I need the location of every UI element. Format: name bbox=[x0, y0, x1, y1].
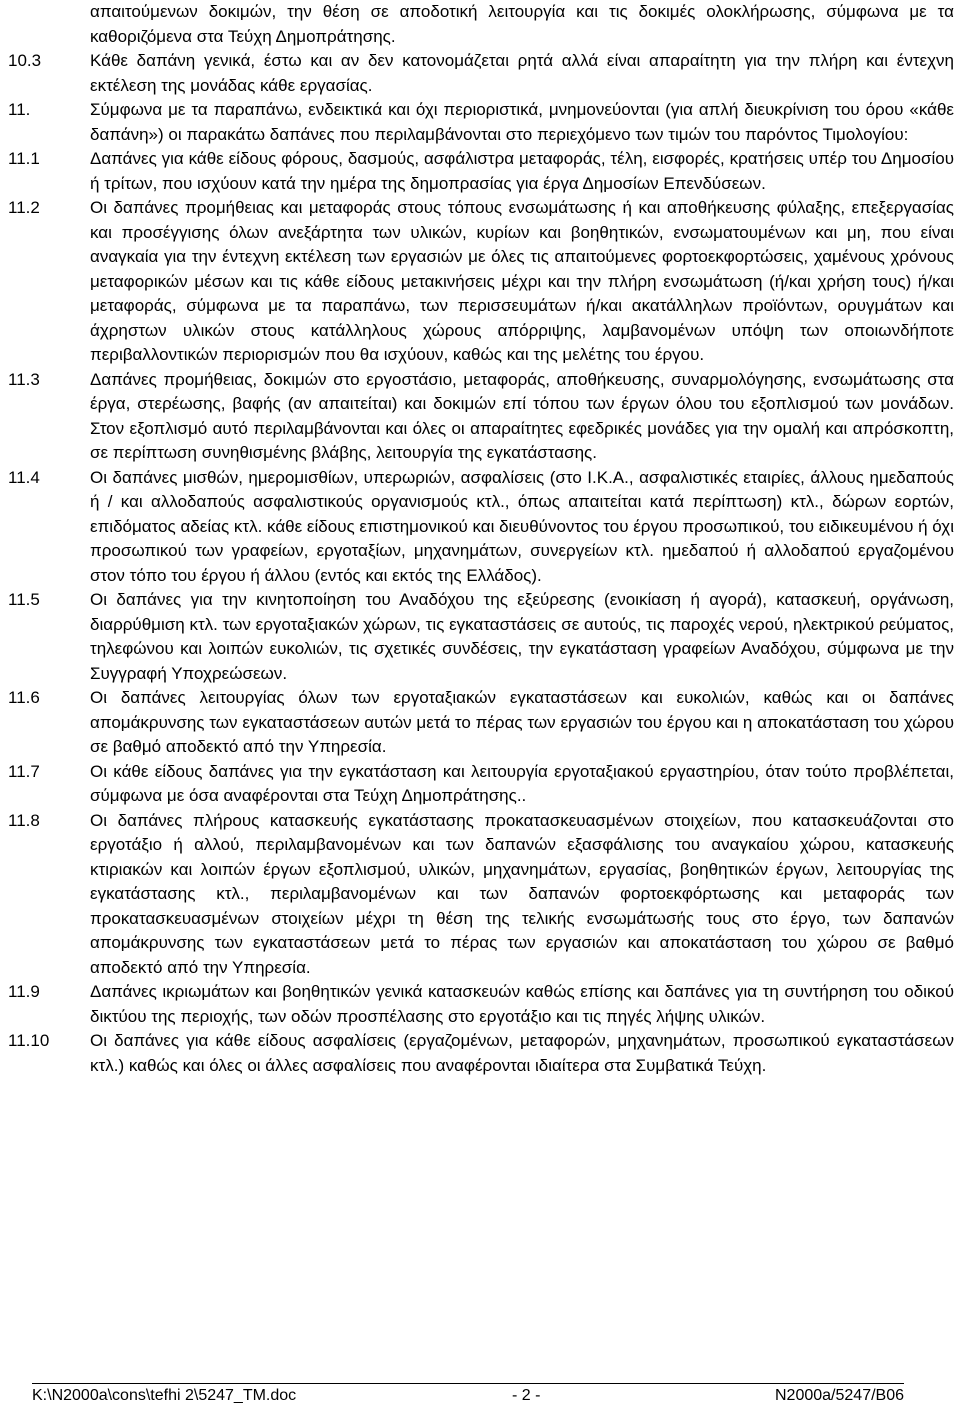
paragraph-continued bbox=[8, 0, 954, 49]
paragraph-11-6 bbox=[8, 686, 954, 760]
paragraph-text: Δαπάνες προμήθειας, δοκιμών στο εργοστάσιο, μεταφοράς, αποθήκευσης, συναρμολόγησης, ενσωμάτωσης στα έργα, στερέωσης, βαφής (αν απαιτείται) και δοκιμών επί τόπου των έργων όλου του εξοπλισμού των μονάδων. Στον εξοπλισμό αυτό περιλαμβάνονται και όλες οι απαραίτητες εφεδρικές μονάδες για την ομαλή και απρόσκοπτη, σε περίπτωση συνηθισμένης βλάβης, λειτουργία της εγκατάστασης. bbox=[90, 369, 954, 462]
paragraph-number: 11.4 bbox=[8, 467, 40, 487]
paragraph-11-2 bbox=[8, 196, 954, 368]
footer-divider bbox=[32, 1383, 904, 1384]
paragraph-number: 10.3 bbox=[8, 51, 42, 70]
paragraph-11-9 bbox=[8, 980, 954, 1029]
paragraph-11-5 bbox=[8, 588, 954, 686]
paragraph-11-3 bbox=[8, 368, 954, 466]
document-body bbox=[8, 0, 954, 1078]
paragraph-text: Οι κάθε είδους δαπάνες για την εγκατάσταση και λειτουργία εργοταξιακού εργαστηρίου, όταν τούτο προβλέπεται, σύμφωνα με όσα αναφέρονται στα Τεύχη Δημοπράτησης.. bbox=[90, 761, 954, 805]
paragraph-number: 11.7 bbox=[8, 761, 40, 781]
paragraph-11-10 bbox=[8, 1029, 954, 1078]
paragraph-text: Οι δαπάνες προμήθειας και μεταφοράς στους τόπους ενσωμάτωσης ή και αποθήκευσης φύλαξης, επεξεργασίας και προσέγγισης όλων ανεξάρτητα των υλικών, κυρίων και βοηθητικών, ενσωματουμένων και μη, που είναι αναγκαία για την έντεχνη εκτέλεση των εργασιών με όλες τις απαιτούμενες φορτοεκφορτώσεις, χαμένους χρόνους μεταφορικών μέσων και τις κάθε είδους μετακινήσεις μέχρι και την πλήρη ενσωμάτωση (ή/και χρήση τους) ή/και μεταφοράς, σύμφωνα με τα παραπάνω, των περισσευμάτων ή/και ακατάλληλων προϊόντων, ορυγμάτων και άχρηστων υλικών στους κατάλληλους χώρους απόρριψης, λαμβανομένων υπόψη των οποιωνδήποτε περιβαλλοντικών περιορισμών που θα ισχύουν, καθώς και της μελέτης του έργου. bbox=[90, 198, 954, 364]
paragraph-11-7 bbox=[8, 760, 954, 809]
paragraph-text: Σύμφωνα με τα παραπάνω, ενδεικτικά και όχι περιοριστικά, μνημονεύονται (για απλή διευκρίνιση του όρου «κάθε δαπάνη») οι παρακάτω δαπάνες που περιλαμβάνονται στο περιεχόμενο των τιμών του παρόντος Τιμολογίου: bbox=[90, 100, 954, 144]
paragraph-text: Οι δαπάνες μισθών, ημερομισθίων, υπερωριών, ασφαλίσεις (στο Ι.Κ.Α., ασφαλιστικές εταιρίες, άλλους ημεδαπούς ή / και αλλοδαπούς ασφαλιστικούς οργανισμούς κτλ., όπως απαιτείται κατά περίπτωση) κτλ., δώρων εορτών, επιδόματος αδείας κτλ. κάθε είδους επιστημονικού και διευθύνοντος του έργου προσωπικού, του ειδικευμένου ή όχι προσωπικού των γραφείων, εργοταξίων, μηχανημάτων, συνεργείων κτλ. ημεδαπού ή αλλοδαπού εργαζομένου στον τόπο του έργου ή άλλου (εντός και εκτός της Ελλάδος). bbox=[90, 467, 954, 585]
paragraph-number: 11.6 bbox=[8, 688, 40, 707]
paragraph-number: 11.1 bbox=[8, 149, 40, 168]
paragraph-text: Δαπάνες ικριωμάτων και βοηθητικών γενικά κατασκευών καθώς επίσης και δαπάνες για τη συντήρηση του οδικού δικτύου της περιοχής, των οδών προσπέλασης στο εργοτάξιο και τις πηγές λήψης υλικών. bbox=[90, 982, 954, 1026]
paragraph-number: 11. bbox=[8, 100, 31, 119]
paragraph-text: Οι δαπάνες λειτουργίας όλων των εργοταξιακών εγκαταστάσεων και ευκολιών, καθώς και οι δαπάνες απομάκρυνσης των εγκαταστάσεων αυτών μετά το πέρας των εργασιών του έργου και η αποκατάσταση του χώρου σε βαθμό αποδεκτό από την Υπηρεσία. bbox=[90, 688, 954, 756]
paragraph-number: 11.5 bbox=[8, 590, 40, 609]
paragraph-text: Οι δαπάνες για την κινητοποίηση του Αναδόχου της εξεύρεσης (ενοικίαση ή αγορά), κατασκευή, οργάνωση, διαρρύθμιση κτλ. των εργοταξιακών χώρων, τις εγκαταστάσεις σε αυτούς, τις παροχές νερού, ηλεκτρικού ρεύματος, τηλεφώνου και λοιπών ευκολιών, τις σχετικές συνδέσεις, την εγκατάσταση γραφείων Αναδόχου, σύμφωνα με την Συγγραφή Υποχρεώσεων. bbox=[90, 590, 954, 683]
paragraph-text: Οι δαπάνες για κάθε είδους ασφαλίσεις (εργαζομένων, μεταφορών, μηχανημάτων, προσωπικού εγκαταστάσεων κτλ.) καθώς και όλες οι άλλες ασφαλίσεις που αναφέρονται ιδιαίτερα στα Συμβατικά Τεύχη. bbox=[90, 1031, 954, 1075]
paragraph-text: Οι δαπάνες πλήρους κατασκευής εγκατάστασης προκατασκευασμένων στοιχείων, που κατασκευάζονται στο εργοτάξιο ή αλλού, περιλαμβανομένων και των δαπανών εξασφάλισης του αναγκαίου χώρου, κατασκευής κτιριακών και λοιπών έργων εξοπλισμού, υλικών, μηχανημάτων, εργασίας, βοηθητικών έργων, λειτουργίας της εγκατάστασης κτλ., περιλαμβανομένων και των δαπανών φορτοεκφόρτωσης και μεταφοράς των προκατασκευασμένων στοιχείων μέχρι τη θέση της τελικής ενσωμάτωσής τους στο έργο, των δαπανών απομάκρυνσης των εγκαταστάσεων μετά το πέρας των εργασιών και αποκατάσταση του χώρου σε βαθμό αποδεκτό από την Υπηρεσία. bbox=[90, 810, 954, 977]
paragraph-number: 11.10 bbox=[8, 1031, 50, 1050]
footer-page-number: - 2 - bbox=[512, 1387, 541, 1404]
paragraph-11 bbox=[8, 98, 954, 147]
paragraph-11-1 bbox=[8, 147, 954, 196]
paragraph-number: 11.2 bbox=[8, 198, 40, 217]
paragraph-number: 11.8 bbox=[8, 810, 40, 830]
paragraph-10-3 bbox=[8, 49, 954, 98]
paragraph-text: απαιτούμενων δοκιμών, την θέση σε αποδοτική λειτουργία και τις δοκιμές ολοκλήρωσης, σύμφωνα με τα καθοριζόμενα στα Τεύχη Δημοπράτησης. bbox=[90, 2, 954, 46]
paragraph-11-4 bbox=[8, 466, 954, 589]
footer-file-path: K:\N2000a\cons\tefhi 2\5247_TM.doc bbox=[32, 1387, 297, 1404]
page-footer bbox=[32, 1386, 904, 1408]
paragraph-text: Δαπάνες για κάθε είδους φόρους, δασμούς, ασφάλιστρα μεταφοράς, τέλη, εισφορές, κρατήσεις υπέρ του Δημοσίου ή τρίτων, που ισχύουν κατά την ημέρα της δημοπρασίας για έργα Δημοσίων Επενδύσεων. bbox=[90, 149, 954, 193]
paragraph-11-8 bbox=[8, 809, 954, 981]
paragraph-number: 11.3 bbox=[8, 369, 40, 389]
paragraph-text: Κάθε δαπάνη γενικά, έστω και αν δεν κατονομάζεται ρητά αλλά είναι απαραίτητη για την πλήρη και έντεχνη εκτέλεση της μονάδας κάθε εργασίας. bbox=[90, 51, 954, 95]
footer-document-code: N2000a/5247/B06 bbox=[775, 1387, 904, 1404]
paragraph-number: 11.9 bbox=[8, 982, 40, 1001]
